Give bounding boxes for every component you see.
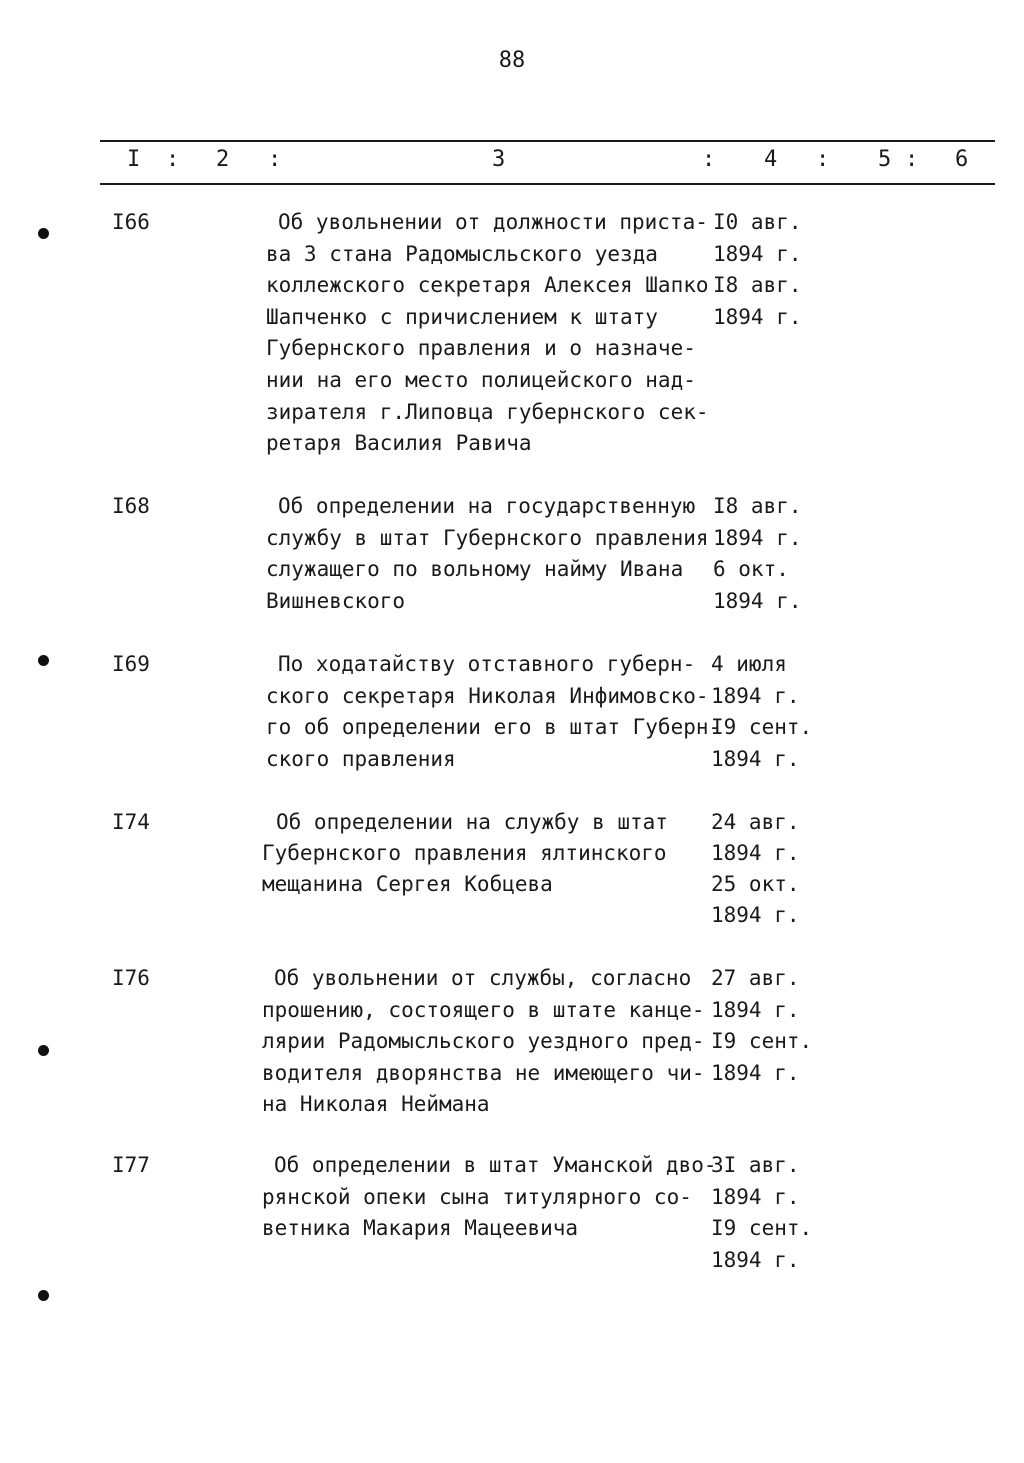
entry-date-line: 1894 г. <box>713 525 802 550</box>
entry-date-line: 1894 г. <box>711 746 800 771</box>
col-separator: : <box>166 147 180 172</box>
col-1-header: I <box>127 147 141 172</box>
entry-description-line: прошению, состоящего в штате канце- <box>262 997 705 1022</box>
entry-description-line: коллежского секретаря Алексея Шапко <box>266 273 709 298</box>
col-6-header: 6 <box>955 147 969 172</box>
entry-number: I77 <box>112 1153 150 1177</box>
entry-date-line: 1894 г. <box>713 241 802 266</box>
entry-date-line: 1894 г. <box>711 1060 800 1085</box>
entry-description-line: ского секретаря Николая Инфимовско- <box>266 683 709 708</box>
entry-date-line: 27 авг. <box>711 966 800 990</box>
entry-description-line: службу в штат Губернского правления <box>266 525 709 550</box>
entry-date-line: 1894 г. <box>711 903 800 927</box>
entry-description-line: лярии Радомысльского уездного пред- <box>262 1029 705 1054</box>
entry-number: I76 <box>112 966 150 990</box>
col-separator: : <box>702 147 716 172</box>
entry-number: I69 <box>112 652 150 676</box>
entry-description-line: Об определении в штат Уманской дво- <box>274 1153 717 1177</box>
col-separator: : <box>816 147 830 172</box>
entry-description-line: го об определении его в штат Губерн- <box>266 715 722 740</box>
entry-description-line: рянской опеки сына титулярного со- <box>262 1184 692 1209</box>
entry-date-line: 1894 г. <box>711 841 800 865</box>
entry-description-line: Об увольнении от должности приста- <box>278 210 708 234</box>
punch-hole <box>38 655 49 666</box>
entry-description-line: Губернского правления ялтинского <box>262 841 667 865</box>
entry-date-line: I8 авг. <box>713 494 802 518</box>
entry-description-line: мещанина Сергея Кобцева <box>262 872 553 896</box>
entry-description-line: ветника Макария Мацеевича <box>262 1216 579 1241</box>
entry-description-line: Губернского правления и о назначе- <box>266 336 696 361</box>
entry-description-line: ва 3 стана Радомысльского уезда <box>266 241 658 266</box>
entry-number: I66 <box>112 210 150 234</box>
col-4-header: 4 <box>764 147 778 172</box>
entry-description-line: нии на его место полицейского над- <box>266 368 696 392</box>
entry-date-line: I9 сент. <box>711 715 813 740</box>
header-rule-bottom <box>100 183 995 185</box>
entry-description-line: водителя дворянства не имеющего чи- <box>262 1060 705 1085</box>
entry-date-line: 6 окт. <box>713 557 789 582</box>
entry-date-line: 1894 г. <box>711 1247 800 1272</box>
entry-description-line: По ходатайству отставного губерн- <box>278 652 696 676</box>
entry-date-line: I0 авг. <box>713 210 802 234</box>
entry-date-line: 24 авг. <box>711 810 800 834</box>
page-number: 88 <box>498 48 526 73</box>
entry-description-line: Об увольнении от службы, согласно <box>274 966 692 990</box>
entry-date-line: I8 авг. <box>713 273 802 298</box>
entry-number: I68 <box>112 494 150 518</box>
punch-hole <box>38 228 49 239</box>
entry-date-line: I9 сент. <box>711 1216 813 1241</box>
entry-date-line: 4 июля <box>711 652 787 676</box>
entry-description-line: Шапченко с причислением к штату <box>266 304 658 329</box>
punch-hole <box>38 1045 49 1056</box>
col-separator: : <box>268 147 282 172</box>
entry-date-line: 3I авг. <box>711 1153 800 1177</box>
entry-description-line: служащего по вольному найму Ивана <box>266 557 684 582</box>
col-3-header: 3 <box>492 147 506 172</box>
col-separator: : <box>905 147 919 172</box>
entry-description-line: зирателя г.Липовца губернского сек- <box>266 399 709 424</box>
entry-description-line: Об определении на службу в штат <box>276 810 668 834</box>
punch-hole <box>38 1290 49 1301</box>
col-5-header: 5 <box>878 147 892 172</box>
entry-description-line: ского правления <box>266 746 456 771</box>
entry-date-line: 1894 г. <box>711 683 800 708</box>
entry-date-line: 1894 г. <box>713 588 802 613</box>
header-rule-top <box>100 140 995 142</box>
entry-description-line: ретаря Василия Равича <box>266 431 532 456</box>
entry-number: I74 <box>112 810 150 834</box>
entry-date-line: I9 сент. <box>711 1029 813 1054</box>
entry-description-line: на Николая Неймана <box>262 1092 490 1117</box>
entry-date-line: 25 окт. <box>711 872 800 896</box>
entry-description-line: Вишневского <box>266 588 406 613</box>
entry-description-line: Об определении на государственную <box>278 494 696 518</box>
entry-date-line: 1894 г. <box>713 304 802 329</box>
col-2-header: 2 <box>216 147 230 172</box>
entry-date-line: 1894 г. <box>711 997 800 1022</box>
entry-date-line: 1894 г. <box>711 1184 800 1209</box>
